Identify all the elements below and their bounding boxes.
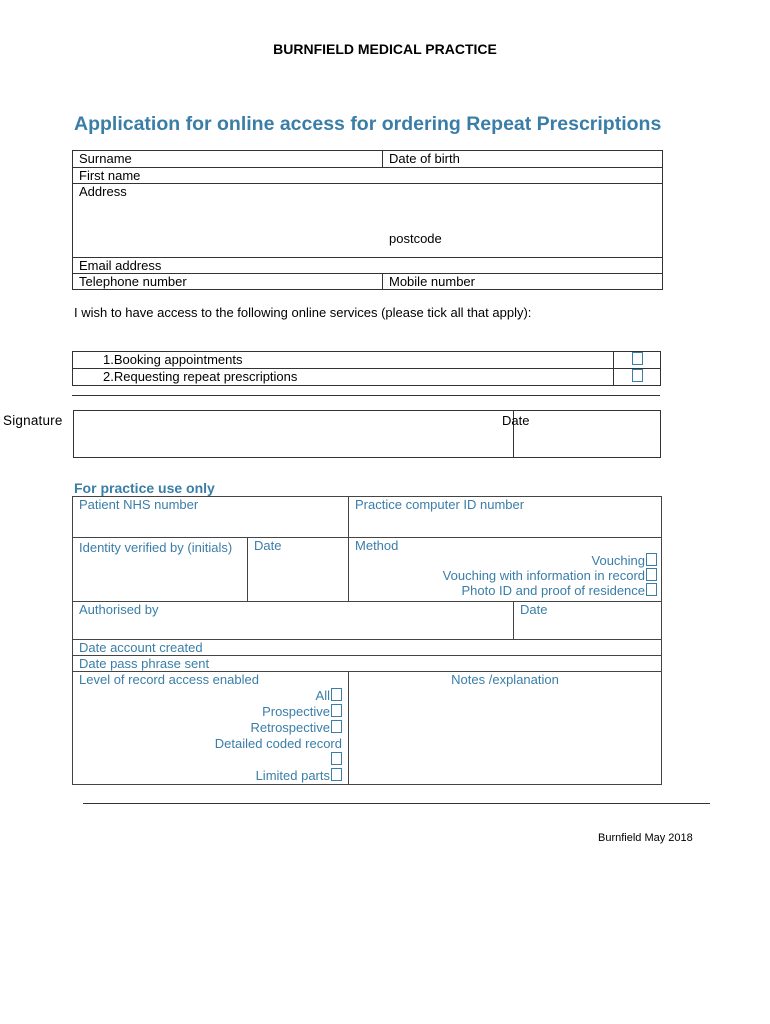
service-prescriptions-checkbox[interactable] <box>614 369 661 386</box>
record-level-field <box>73 672 349 785</box>
prospective-checkbox[interactable] <box>331 704 342 717</box>
computer-id-field[interactable]: Practice computer ID number <box>349 497 662 538</box>
record-level-label: Level of record access enabled <box>79 672 259 687</box>
prospective-label: Prospective <box>262 704 330 719</box>
all-label: All <box>315 688 330 703</box>
all-checkbox[interactable] <box>331 688 342 701</box>
vouching-label: Vouching <box>591 553 646 568</box>
retrospective-checkbox[interactable] <box>331 720 342 733</box>
notes-field[interactable] <box>349 672 662 785</box>
practice-use-table <box>72 496 662 602</box>
practice-name: BURNFIELD MEDICAL PRACTICE <box>273 41 497 57</box>
signature-table <box>73 410 661 458</box>
retrospective-label: Retrospective <box>250 720 330 735</box>
dob-field[interactable]: Date of birth <box>383 151 663 168</box>
mobile-field[interactable]: Mobile number <box>383 274 663 290</box>
detailed-label: Detailed coded record <box>214 736 342 751</box>
authorised-date-field[interactable]: Date <box>514 602 662 640</box>
photo-id-checkbox[interactable] <box>646 583 657 596</box>
record-access-table <box>72 671 662 785</box>
identity-date-field[interactable]: Date <box>248 538 349 602</box>
limited-label: Limited parts <box>255 768 330 783</box>
footer-divider <box>83 803 710 804</box>
notes-label: Notes /explanation <box>451 672 559 687</box>
services-table <box>72 351 661 386</box>
address-field[interactable] <box>73 184 663 258</box>
photo-id-label: Photo ID and proof of residence <box>461 583 646 598</box>
signature-date-label: Date <box>502 413 530 428</box>
personal-details-table <box>72 150 663 290</box>
email-field[interactable]: Email address <box>73 258 663 274</box>
account-created-field[interactable]: Date account created <box>73 640 662 656</box>
services-intro: I wish to have access to the following online services (please tick all that apply): <box>74 305 532 320</box>
vouching-info-label: Vouching with information in record <box>442 568 646 583</box>
surname-field[interactable]: Surname <box>73 151 383 168</box>
pass-sent-field[interactable]: Date pass phrase sent <box>73 656 662 672</box>
divider <box>72 395 660 396</box>
address-label: Address <box>79 184 127 199</box>
method-field <box>349 538 662 602</box>
practice-use-heading: For practice use only <box>74 480 215 496</box>
vouching-checkbox[interactable] <box>646 553 657 566</box>
telephone-field[interactable]: Telephone number <box>73 274 383 290</box>
signature-label: Signature <box>3 413 63 428</box>
first-name-field[interactable]: First name <box>73 168 663 184</box>
nhs-number-field[interactable]: Patient NHS number <box>73 497 349 538</box>
signature-date-field[interactable] <box>502 411 661 458</box>
postcode-label: postcode <box>389 231 442 246</box>
identity-field[interactable]: Identity verified by (initials) <box>73 538 248 602</box>
signature-field[interactable] <box>74 411 514 458</box>
footer-text: Burnfield May 2018 <box>598 832 693 844</box>
service-prescriptions-label: 2.Requesting repeat prescriptions <box>73 369 614 386</box>
authorisation-table <box>72 601 662 672</box>
method-label: Method <box>355 538 399 553</box>
service-booking-label: 1.Booking appointments <box>73 352 614 369</box>
detailed-checkbox[interactable] <box>331 752 342 765</box>
service-booking-checkbox[interactable] <box>614 352 661 369</box>
authorised-by-field[interactable]: Authorised by <box>73 602 514 640</box>
page-title: Application for online access for ordering Repeat Prescriptions <box>74 113 662 135</box>
limited-checkbox[interactable] <box>331 768 342 781</box>
vouching-info-checkbox[interactable] <box>646 568 657 581</box>
